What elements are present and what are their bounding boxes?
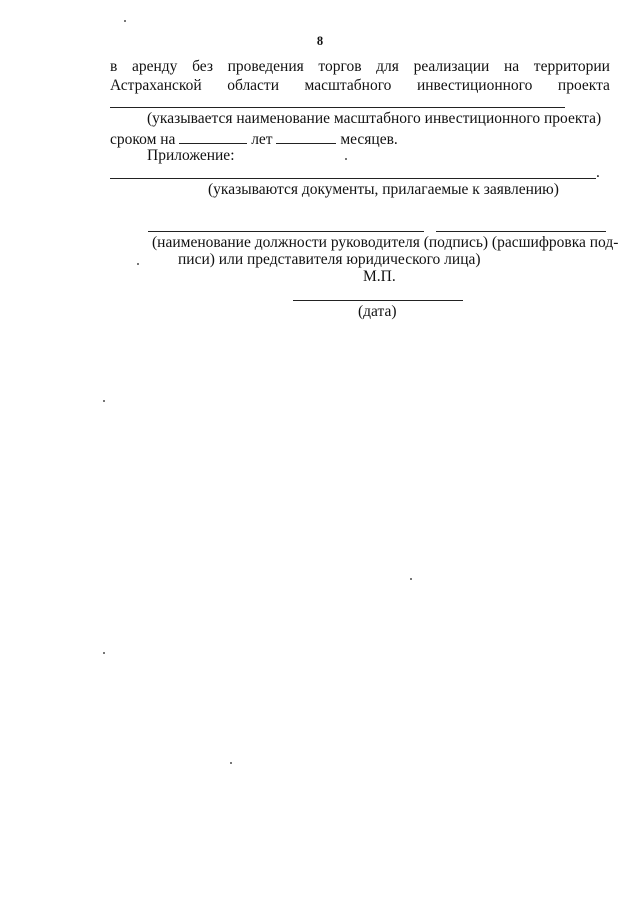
word: в [110, 58, 118, 75]
date-hint: (дата) [358, 303, 397, 320]
project-name-blank-line[interactable] [110, 107, 565, 108]
word: без [192, 58, 213, 75]
date-blank-line[interactable] [293, 300, 463, 301]
appendix-line-end: . [596, 164, 600, 181]
word: проведения [227, 58, 304, 75]
scan-speck [345, 158, 347, 160]
word: торгов [318, 58, 362, 75]
scan-speck [230, 762, 232, 764]
term-line [110, 129, 398, 149]
signature-decoding-blank-line[interactable] [436, 231, 606, 232]
body-line-2 [110, 77, 610, 95]
scan-speck [124, 20, 126, 22]
word: реализации [413, 58, 490, 75]
term-prefix: сроком на [110, 131, 176, 148]
scan-speck [137, 263, 139, 265]
word: инвестиционного [416, 77, 533, 94]
term-years-label: лет [251, 131, 273, 148]
body-line-1 [110, 58, 610, 76]
stamp-label: М.П. [363, 268, 396, 285]
scan-speck [103, 652, 105, 654]
scan-speck [410, 578, 412, 580]
word: на [503, 58, 520, 75]
project-hint: (указывается наименование масштабного инвестиционного проекта) [147, 110, 602, 127]
term-months-label: месяцев. [340, 131, 398, 148]
word: проекта [557, 77, 610, 94]
word: Астраханской [110, 77, 202, 94]
page-number: 8 [316, 34, 324, 48]
term-months-blank[interactable] [276, 129, 336, 144]
word: для [376, 58, 399, 75]
word: аренду [131, 58, 178, 75]
signature-caption-line-1: (наименование должности руководителя (подпись) (расшифровка под- [152, 234, 619, 251]
word: области [227, 77, 280, 94]
appendix-blank-line[interactable] [110, 178, 596, 179]
signature-caption-line-2: писи) или представителя юридического лица) [178, 251, 481, 268]
scan-speck [103, 400, 105, 402]
word: территории [533, 58, 610, 75]
word: масштабного [304, 77, 392, 94]
appendix-label: Приложение: [147, 147, 235, 164]
documents-hint: (указываются документы, прилагаемые к заявлению) [208, 181, 559, 198]
position-signature-blank-line[interactable] [148, 231, 424, 232]
term-years-blank[interactable] [179, 129, 247, 144]
